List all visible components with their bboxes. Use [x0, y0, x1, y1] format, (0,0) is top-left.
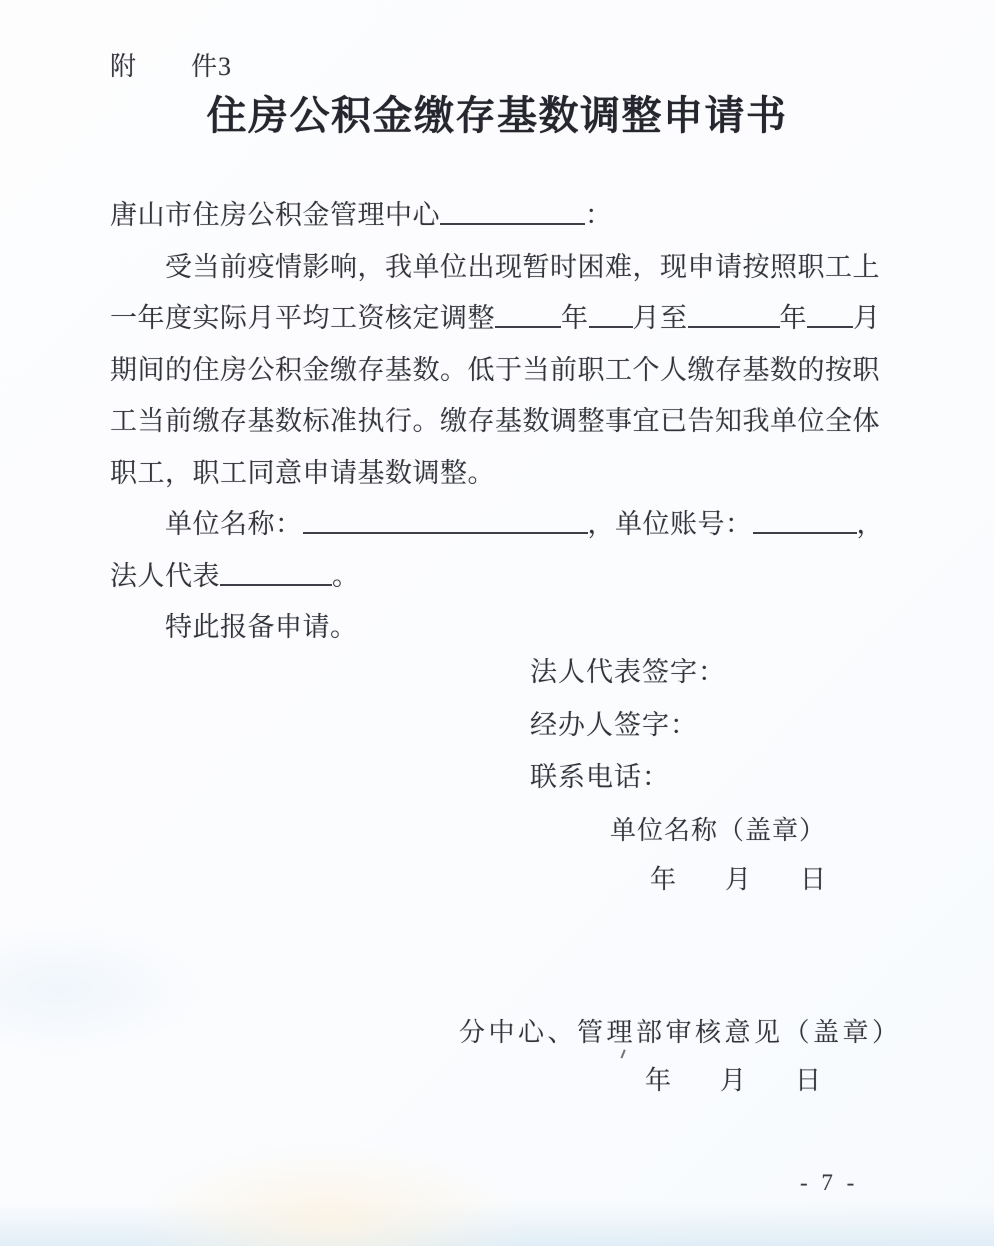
signature-date-line — [650, 859, 826, 896]
blank-field — [807, 326, 853, 328]
document-title: 住房公积金缴存基数调整申请书 — [206, 93, 788, 138]
body-text: ， — [856, 509, 884, 539]
blank-field — [688, 326, 780, 328]
contact-phone-label: 联系电话： — [530, 762, 670, 792]
body-text: 受当前疫情影响，我单位出现暂时困难，现申请按照职工上 — [165, 251, 880, 282]
day-label: 日 — [800, 865, 827, 894]
body-text: ： — [585, 200, 613, 230]
blank-field — [220, 584, 332, 586]
year-label: 年 — [645, 1066, 672, 1095]
review-date-line — [645, 1060, 821, 1097]
body-line — [110, 551, 890, 603]
unit-name-seal-label: 单位名称（盖章） — [610, 816, 827, 845]
body-text: 工当前缴存基数标准执行。缴存基数调整事宜已告知我单位全体 — [110, 406, 880, 436]
legal-rep-signature-label: 法人代表签字： — [530, 657, 726, 687]
handler-signature-label: 经办人签字： — [530, 709, 698, 740]
body-line — [110, 602, 890, 654]
month-label: 月 — [720, 1066, 747, 1095]
body-text: 单位名称： — [165, 509, 303, 539]
signature-block — [530, 646, 726, 804]
body-line — [110, 242, 890, 294]
body-text: 职工，职工同意申请基数调整。 — [110, 457, 495, 488]
body-text: 法人代表 — [110, 560, 220, 591]
body-text: 年 — [561, 303, 589, 333]
body-line — [110, 448, 890, 500]
body-line — [110, 499, 890, 551]
body-text: 一年度实际月平均工资核定调整 — [110, 303, 495, 333]
scan-artifact-mark — [620, 1049, 628, 1059]
body-text: 期间的住房公积金缴存基数。低于当前职工个人缴存基数的按职 — [110, 354, 880, 385]
year-label: 年 — [650, 865, 677, 894]
body-line — [110, 396, 890, 448]
body-text: 唐山市住房公积金管理中心 — [110, 200, 440, 230]
body-text: ，单位账号： — [587, 509, 753, 539]
body-line — [110, 293, 890, 345]
blank-field — [303, 532, 588, 534]
blank-field — [589, 326, 633, 328]
body-text: 月 — [853, 303, 881, 333]
body-text: 月至 — [632, 303, 688, 333]
body-text: 。 — [332, 560, 360, 591]
blank-field — [753, 532, 857, 534]
day-label: 日 — [795, 1066, 822, 1095]
body-text: 年 — [779, 303, 807, 333]
body-paragraphs — [110, 190, 890, 654]
page-number: - 7 - — [800, 1170, 859, 1195]
body-line — [110, 345, 890, 397]
body-text: 特此报备申请。 — [165, 612, 358, 642]
blank-field — [440, 223, 585, 225]
review-opinion-title: 分中心、管理部审核意见（盖章） — [459, 1018, 902, 1047]
attachment-label: 附 件3 — [110, 52, 233, 81]
month-label: 月 — [725, 865, 752, 894]
body-line — [110, 190, 890, 242]
blank-field — [495, 326, 561, 328]
